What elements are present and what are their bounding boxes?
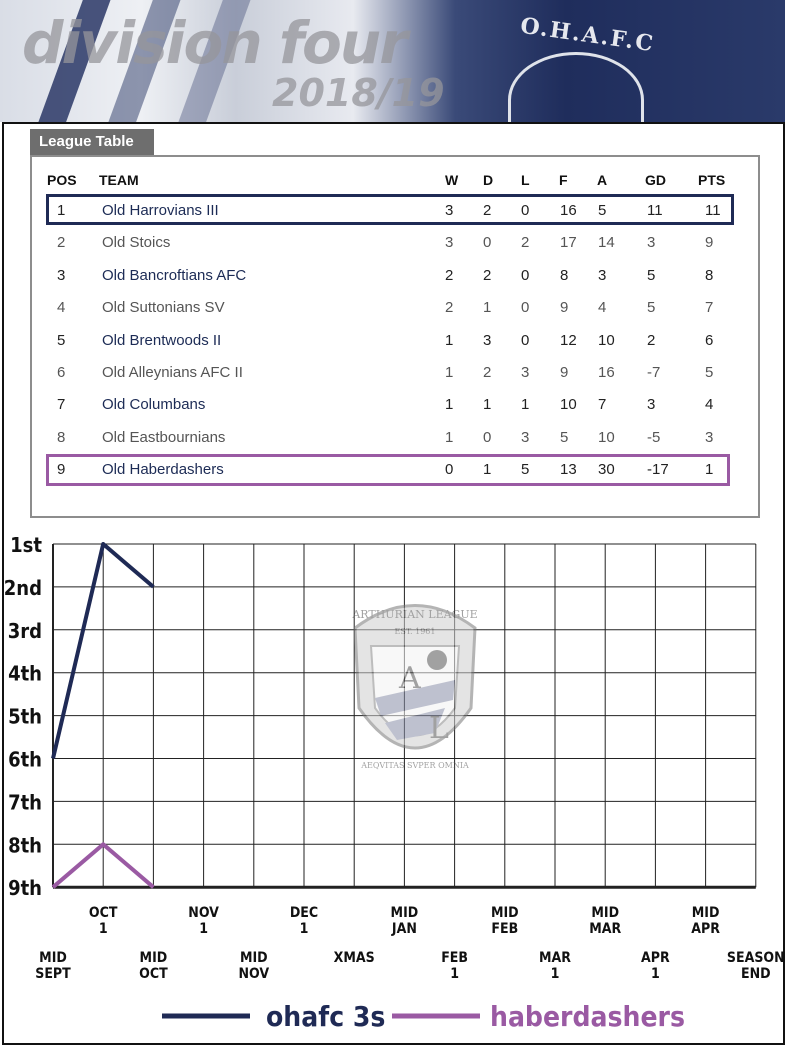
x-tick-label-lower: MID xyxy=(139,950,168,966)
table-row xyxy=(47,422,732,452)
cell-f: 16 xyxy=(560,202,577,219)
x-tick-label-upper: MID xyxy=(691,905,720,921)
cell-gd: 5 xyxy=(647,299,656,317)
cell-team: Old Alleynians AFC II xyxy=(102,364,243,381)
cell-d: 2 xyxy=(483,202,492,219)
cell-a: 4 xyxy=(598,299,607,317)
y-tick-label: 1st xyxy=(10,533,42,557)
x-tick-label-lower: MID xyxy=(39,950,67,966)
y-tick-label: 7th xyxy=(8,790,42,815)
cell-a: 5 xyxy=(598,202,607,219)
cell-w: 1 xyxy=(445,396,454,414)
cell-pts: 3 xyxy=(705,428,714,446)
x-tick-label-upper: NOV xyxy=(188,905,219,921)
cell-a: 10 xyxy=(598,428,615,446)
cell-gd: 11 xyxy=(647,202,663,219)
cell-f: 9 xyxy=(560,299,569,317)
cell-l: 0 xyxy=(521,266,530,284)
banner-title: division four xyxy=(22,9,406,77)
x-tick-label-lower: 1 xyxy=(651,966,660,982)
x-tick-label-lower: OCT xyxy=(139,966,168,982)
cell-pos: 3 xyxy=(57,266,66,284)
y-tick-label: 5th xyxy=(8,704,42,729)
league-table-tab[interactable]: League Table xyxy=(30,129,154,155)
cell-pts: 1 xyxy=(705,461,714,479)
cell-d: 1 xyxy=(483,396,492,414)
cell-gd: 3 xyxy=(647,396,656,414)
table-row xyxy=(47,260,732,290)
cell-gd: -5 xyxy=(647,428,661,446)
cell-f: 17 xyxy=(560,234,577,252)
logo-top-text: ARTHURIAN LEAGUE xyxy=(352,608,478,621)
table-row xyxy=(47,195,732,225)
x-tick-label-upper: MID xyxy=(490,905,519,921)
table-row xyxy=(47,227,732,257)
header-pts: PTS xyxy=(698,172,726,188)
cell-team: Old Harrovians III xyxy=(102,202,219,219)
cell-d: 1 xyxy=(483,299,492,317)
cell-l: 0 xyxy=(521,331,530,349)
cell-a: 16 xyxy=(598,364,615,381)
x-tick-label-lower: MAR xyxy=(539,950,571,966)
x-tick-label-lower: XMAS xyxy=(333,950,375,966)
table-row xyxy=(47,454,732,484)
y-tick-label: 6th xyxy=(8,747,42,772)
cell-team: Old Haberdashers xyxy=(102,461,224,479)
arthurian-league-logo xyxy=(345,588,485,778)
cell-pts: 11 xyxy=(705,202,721,219)
cell-d: 1 xyxy=(483,461,492,479)
header-team: TEAM xyxy=(99,172,139,188)
x-tick-label-upper: 1 xyxy=(199,921,208,937)
cell-pos: 4 xyxy=(57,299,66,317)
header-pos: POS xyxy=(47,172,77,188)
cell-pts: 4 xyxy=(705,396,714,414)
crest-icon xyxy=(508,52,644,122)
x-tick-label-upper: 1 xyxy=(98,921,108,937)
cell-l: 3 xyxy=(521,364,530,381)
cell-l: 1 xyxy=(521,396,530,414)
y-tick-label: 2nd xyxy=(3,575,42,600)
cell-w: 3 xyxy=(445,202,454,219)
cell-team: Old Eastbournians xyxy=(102,428,226,446)
y-tick-label: 4th xyxy=(8,661,42,686)
cell-pts: 8 xyxy=(705,266,714,284)
x-tick-label-lower: 1 xyxy=(450,966,459,982)
chart-legend xyxy=(0,990,785,1040)
table-row xyxy=(47,389,732,419)
header-a: A xyxy=(597,172,608,188)
legend-label-ohafc: ohafc 3s xyxy=(266,1000,386,1033)
header-l: L xyxy=(521,172,530,188)
cell-f: 13 xyxy=(560,461,577,479)
cell-l: 2 xyxy=(521,234,530,252)
cell-gd: 5 xyxy=(647,266,656,284)
y-tick-label: 9th xyxy=(8,876,42,901)
logo-letter-a: A xyxy=(399,661,421,696)
logo-motto: AEQVITAS SVPER OMNIA xyxy=(361,761,469,770)
cell-a: 30 xyxy=(598,461,615,479)
y-tick-label: 3rd xyxy=(7,618,42,643)
cell-a: 10 xyxy=(598,331,615,349)
cell-w: 1 xyxy=(445,331,454,349)
x-tick-label-upper: DEC xyxy=(289,905,319,921)
cell-f: 10 xyxy=(560,396,577,414)
cell-w: 2 xyxy=(445,299,454,317)
cell-pts: 7 xyxy=(705,299,714,317)
x-tick-label-upper: FEB xyxy=(491,921,519,937)
x-tick-label-lower: FEB xyxy=(441,950,469,966)
cell-pos: 7 xyxy=(57,396,66,414)
cell-l: 3 xyxy=(521,428,530,446)
cell-l: 0 xyxy=(521,299,530,317)
cell-team: Old Columbans xyxy=(102,396,206,414)
x-tick-label-lower: 1 xyxy=(550,966,560,982)
cell-team: Old Suttonians SV xyxy=(102,299,225,317)
logo-letter-l: L xyxy=(429,711,449,746)
cell-l: 5 xyxy=(521,461,530,479)
x-tick-label-lower: NOV xyxy=(238,966,270,982)
cell-d: 3 xyxy=(483,331,492,349)
header-w: W xyxy=(445,172,459,188)
cell-gd: -17 xyxy=(647,461,669,479)
x-tick-label-upper: JAN xyxy=(391,921,417,937)
cell-pos: 5 xyxy=(57,331,66,349)
header-gd: GD xyxy=(645,172,666,188)
header-d: D xyxy=(483,172,494,188)
x-tick-label-lower: MID xyxy=(239,950,268,966)
x-tick-label-lower: SEASON xyxy=(726,950,785,966)
cell-pos: 2 xyxy=(57,234,66,252)
cell-gd: 3 xyxy=(647,234,656,252)
x-tick-label-upper: MID xyxy=(591,905,620,921)
logo-est: EST. 1961 xyxy=(394,627,436,636)
cell-a: 7 xyxy=(598,396,607,414)
cell-f: 9 xyxy=(560,364,569,381)
cell-pts: 9 xyxy=(705,234,714,252)
x-tick-label-upper: APR xyxy=(691,921,720,937)
cell-team: Old Bancroftians AFC xyxy=(102,266,247,284)
header-f: F xyxy=(559,172,568,188)
cell-f: 5 xyxy=(560,428,569,446)
cell-d: 0 xyxy=(483,428,492,446)
cell-a: 3 xyxy=(598,266,607,284)
cell-d: 2 xyxy=(483,266,492,284)
crest-text: O.H.A.F.C xyxy=(518,12,657,58)
cell-f: 12 xyxy=(560,331,577,349)
header-banner xyxy=(0,0,785,122)
x-tick-label-lower: END xyxy=(740,966,771,982)
table-row xyxy=(47,357,732,387)
cell-gd: 2 xyxy=(647,331,656,349)
cell-a: 14 xyxy=(598,234,615,252)
cell-l: 0 xyxy=(521,202,530,219)
x-tick-label-upper: MAR xyxy=(589,921,622,937)
cell-pos: 8 xyxy=(57,428,66,446)
cell-d: 2 xyxy=(483,364,492,381)
cell-w: 1 xyxy=(445,428,454,446)
cell-team: Old Brentwoods II xyxy=(102,331,222,349)
banner-year: 2018/19 xyxy=(272,71,445,115)
cell-pts: 6 xyxy=(705,331,714,349)
table-row xyxy=(47,325,732,355)
cell-d: 0 xyxy=(483,234,492,252)
cell-gd: -7 xyxy=(647,364,661,381)
cell-pts: 5 xyxy=(705,364,714,381)
cell-team: Old Stoics xyxy=(102,234,171,252)
cell-f: 8 xyxy=(560,266,569,284)
x-tick-label-lower: APR xyxy=(641,950,670,966)
cell-w: 0 xyxy=(445,461,454,479)
legend-label-haberdashers: haberdashers xyxy=(490,1000,685,1033)
x-tick-label-upper: MID xyxy=(390,905,419,921)
cell-pos: 1 xyxy=(57,202,66,219)
cell-w: 2 xyxy=(445,266,454,284)
x-tick-label-lower: SEPT xyxy=(35,966,71,982)
cell-w: 3 xyxy=(445,234,454,252)
x-tick-label-upper: 1 xyxy=(299,921,309,937)
x-tick-label-upper: OCT xyxy=(88,905,118,921)
table-row xyxy=(47,292,732,322)
cell-pos: 9 xyxy=(57,461,66,479)
cell-pos: 6 xyxy=(57,364,66,381)
cell-w: 1 xyxy=(445,364,454,381)
y-tick-label: 8th xyxy=(8,833,42,858)
